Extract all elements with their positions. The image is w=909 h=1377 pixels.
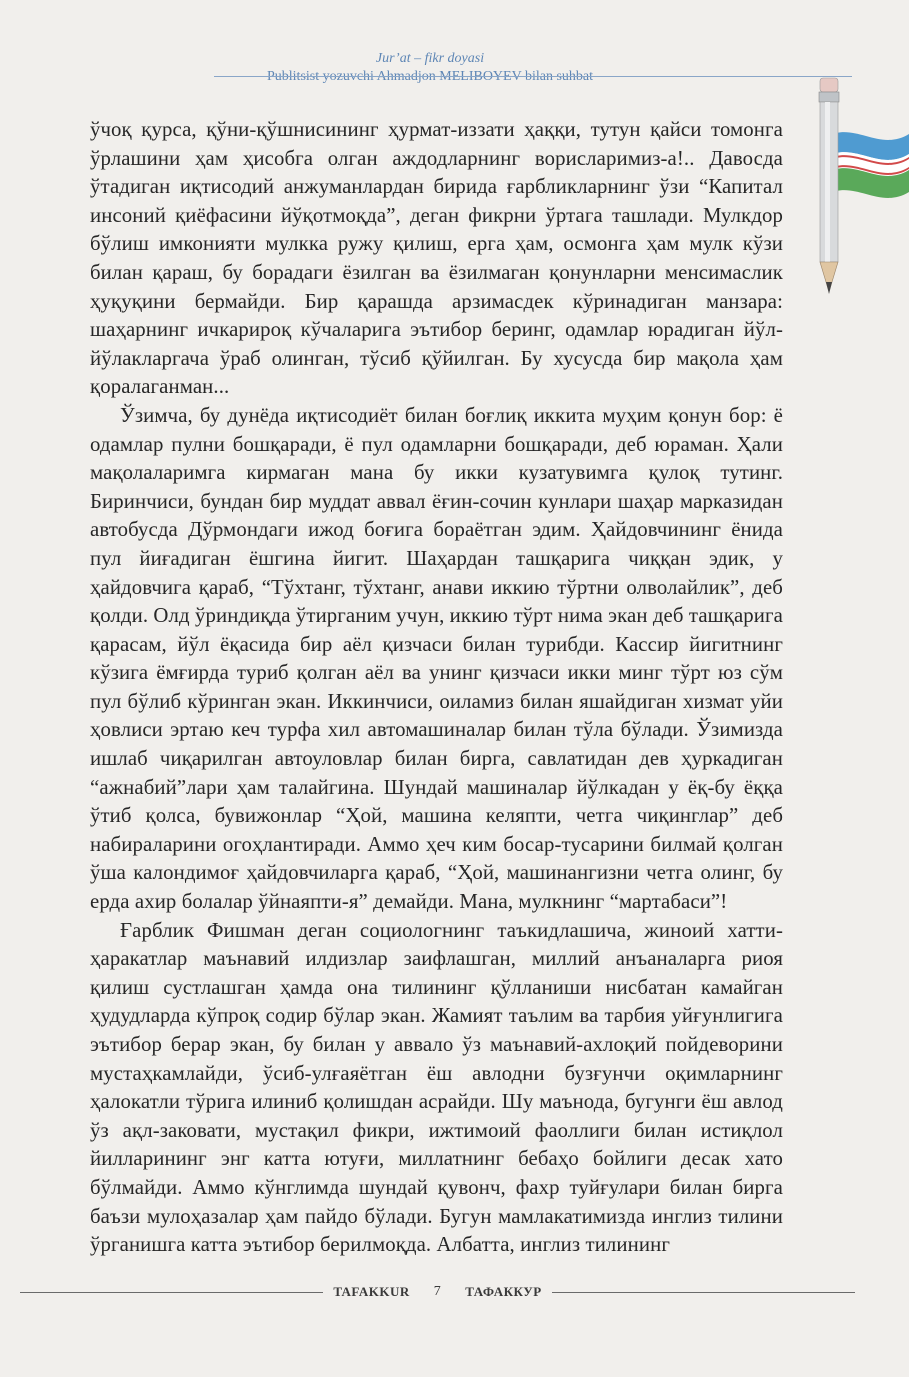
paragraph: ўчоқ қурса, қўни-қўшнисининг ҳурмат-иззати ҳаққи, тутун қайси томонга ўрлашини ҳам ҳисобга олган аждодларнинг ворисларимиз-а!.. Давосда ўтадиган иқтисодий анжуманлардан бирида ғарбликларнинг ўзи “Капитал инсоний қиёфасини йўқотмоқда”, деган фикрни ўртага ташлади. Мулкдор бўлиш имконияти мулкка ружу қилиш, ерга ҳам, осмонга ҳам мулк кўзи билан қараш, бу борадаги ёзилган ва ёзилмаган қонунларни менсимаслик ҳуқуқини бермайди. Бир қарашда арзимасдек кўринадиган манзара: шаҳарнинг ичкарироқ кўчаларига эътибор беринг, одамлар юрадиган йўл-йўлакларгача ўраб олинган, тўсиб қўйилган. Бу хусусда бир мақола ҳам қоралаганман... <box>90 118 783 399</box>
header-title: Jur’at – fikr doyasi <box>375 51 485 66</box>
article-body <box>90 116 783 1260</box>
running-header <box>200 50 660 86</box>
paragraph: Ғарблик Фишман деган социологнинг таъкидлашича, жиноий хатти-ҳаракатлар маънавий илдизлар заифлашган, миллий анъаналарга риоя қилиш сустлашган ҳамда она тилининг қўлланиши нисбатан камайган ҳудудларда кўпроқ содир бўлар экан. Жамият таълим ва тарбия уйғунлигига эътибор берар экан, бу билан у аввало ўз маънавий-ахлоқий пойдеворини мустаҳкамлайди, ўсиб-улғаяётган ёш авлодни бузғунчи оқимларнинг ҳалокатли тўрига илиниб қолишдан асрайди. Шу маънода, бугунги ёш авлод ўз ақл-заковати, мустақил фикри, ижтимоий фаоллиги билан истиқлол йилларининг энг катта ютуғи, миллатнинг бебаҳо бойлиги десак хато бўлмайди. Аммо кўнглимда шундай қувонч, фахр туйғулари билан бирга баъзи мулоҳазалар ҳам пайдо бўлади. Бугун мамлакатимизда инглиз тилини ўрганишга катта эътибор берилмоқда. Албатта, инглиз тилининг <box>90 918 783 1257</box>
header-subtitle: Publitsist yozuvchi Ahmadjon MELIBOYEV bilan suhbat <box>266 69 593 84</box>
page-number: 7 <box>433 1284 442 1299</box>
footer-right-title: ТАФАККУР <box>465 1284 542 1299</box>
paragraph: Ўзимча, бу дунёда иқтисодиёт билан боғлиқ иккита муҳим қонун бор: ё одамлар пулни бошқаради, ё пул одамларни бошқаради, деб юраман. Ҳали мақолаларимга кирмаган мана бу икки кузатувимга қулоқ тутинг. Биринчиси, бундан бир муддат аввал ёғин-сочин кунлари шаҳар марказидан автобусда Дўрмондаги ижод боғига бораётган эдим. Ҳайдовчининг ёнида пул йиғадиган ёшгина йигит. Шаҳардан ташқарига чиққан эдик, у ҳайдовчига қараб, “Тўхтанг, тўхтанг, анави иккию тўртни олволайлик”, деб қолди. Олд ўриндиқда ўтирганим учун, иккию тўрт нима экан деб ташқарига қарасам, йўл ёқасида бир аёл қизчаси билан турибди. Кассир йигитнинг кўзига ёмғирда туриб қолган аёл ва унинг қизчаси икки минг тўрт юз сўм пул бўлиб кўринган экан. Иккинчиси, оиламиз билан яшайдиган хизмат уйи ҳовлиси эртаю кеч турфа хил автомашиналар билан тўла бўлади. Ўзимизда ишлаб чиқарилган автоуловлар билан бирга, савлатидан дев ҳуркадиган “ажнабий”лари ҳам талайгина. Шундай машиналар йўлкадан у ёқ-бу ёққа ўтиб қолса, бувижонлар “Ҳой, машина келяпти, четга чиқинглар” деб набираларини огоҳлантиради. Аммо ҳеч ким босар-тусарини билмай қолган ўша калондимоғ ҳайдовчиларга қараб, “Ҳой, машинангизни четга олинг, бу ерда ахир болалар ўйнаяпти-я” демайди. Мана, мулкнинг “мартабаси”! <box>90 403 783 914</box>
page-footer <box>20 1282 855 1302</box>
footer-left-title: TAFAKKUR <box>333 1284 410 1299</box>
footer-rule-left <box>20 1292 323 1293</box>
pencil-flag-icon <box>810 70 909 310</box>
header-rule <box>214 76 852 77</box>
footer-rule-right <box>552 1292 855 1293</box>
